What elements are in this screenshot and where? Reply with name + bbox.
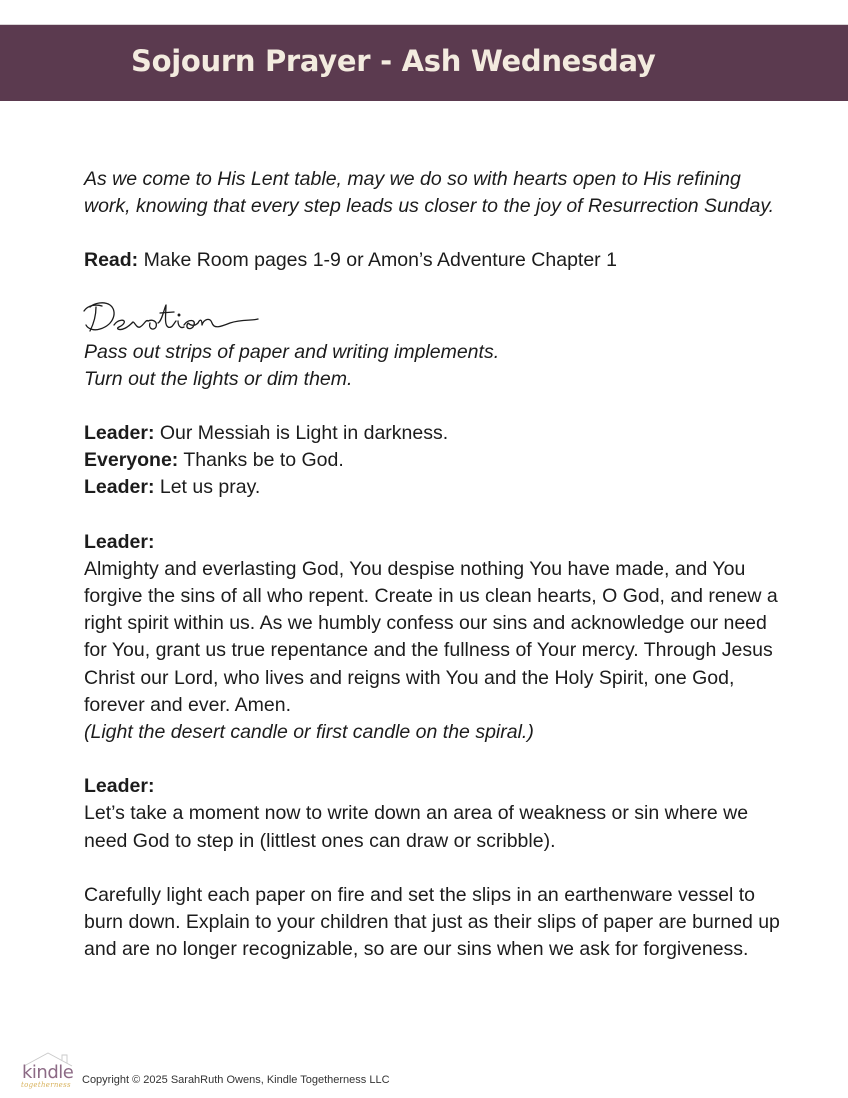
speaker-label: Leader: xyxy=(84,476,155,499)
prayer-speaker: Leader: xyxy=(84,530,155,553)
reading-text: Make Room pages 1-9 or Amon’s Adventure Chapter 1 xyxy=(138,249,617,272)
logo-wordmark: kindle xyxy=(22,1062,74,1083)
prayer-text: Almighty and everlasting God, You despise nothing You have made, and You forgive the sins of all who repent. Create in us clean hearts, O God, and renew a right spirit within us. As we humbly confess our sins and acknowledge our need for You, grant us true repentance and the fullness of Your mercy. Through Jesus Christ our Lord, who lives and reigns with You and the Holy Spirit, one God, forever and ever. Amen. xyxy=(84,557,778,716)
prayer-rubric: (Light the desert candle or first candle on the spiral.) xyxy=(84,721,534,744)
devotion-script-heading xyxy=(80,295,270,339)
responsive-line xyxy=(84,447,784,474)
spacer xyxy=(84,855,784,882)
spacer xyxy=(84,220,784,247)
activity-text: Let’s take a moment now to write down an area of weakness or sin where we need God to step in (littlest ones can draw or scribble). xyxy=(84,802,749,852)
page-title: Sojourn Prayer - Ash Wednesday xyxy=(131,44,656,78)
footer xyxy=(18,1050,518,1090)
speaker-label: Leader: xyxy=(84,422,155,445)
response-text: Our Messiah is Light in darkness. xyxy=(154,422,449,445)
copyright-text: Copyright © 2025 SarahRuth Owens, Kindle Togetherness LLC xyxy=(82,1074,390,1086)
document-body xyxy=(84,166,784,963)
responsive-line xyxy=(84,474,784,501)
reading-line xyxy=(84,247,784,274)
logo-tagline: togetherness xyxy=(21,1081,71,1089)
devotion-heading xyxy=(80,295,784,339)
responsive-line xyxy=(84,420,784,447)
spacer xyxy=(84,502,784,529)
instruction-line: Turn out the lights or dim them. xyxy=(84,367,353,390)
response-text: Thanks be to God. xyxy=(178,449,344,472)
closing-text: Carefully light each paper on fire and set the slips in an earthenware vessel to burn down. Explain to your children that just as their slips of paper are burned up and are no longer recognizable, so are our sins when we ask for forgiveness. xyxy=(84,883,780,961)
spacer xyxy=(84,746,784,773)
header-bar xyxy=(0,25,848,101)
intro-text: As we come to His Lent table, may we do so with hearts open to His refining work, knowing that every step leads us closer to the joy of Resurrection Sunday. xyxy=(84,168,775,218)
spacer xyxy=(84,393,784,420)
response-text: Let us pray. xyxy=(154,476,261,499)
kindle-logo xyxy=(18,1050,80,1090)
activity-speaker: Leader: xyxy=(84,775,155,798)
instruction-line: Pass out strips of paper and writing implements. xyxy=(84,340,500,363)
speaker-label: Everyone: xyxy=(84,449,179,472)
reading-label: Read: xyxy=(84,249,139,272)
